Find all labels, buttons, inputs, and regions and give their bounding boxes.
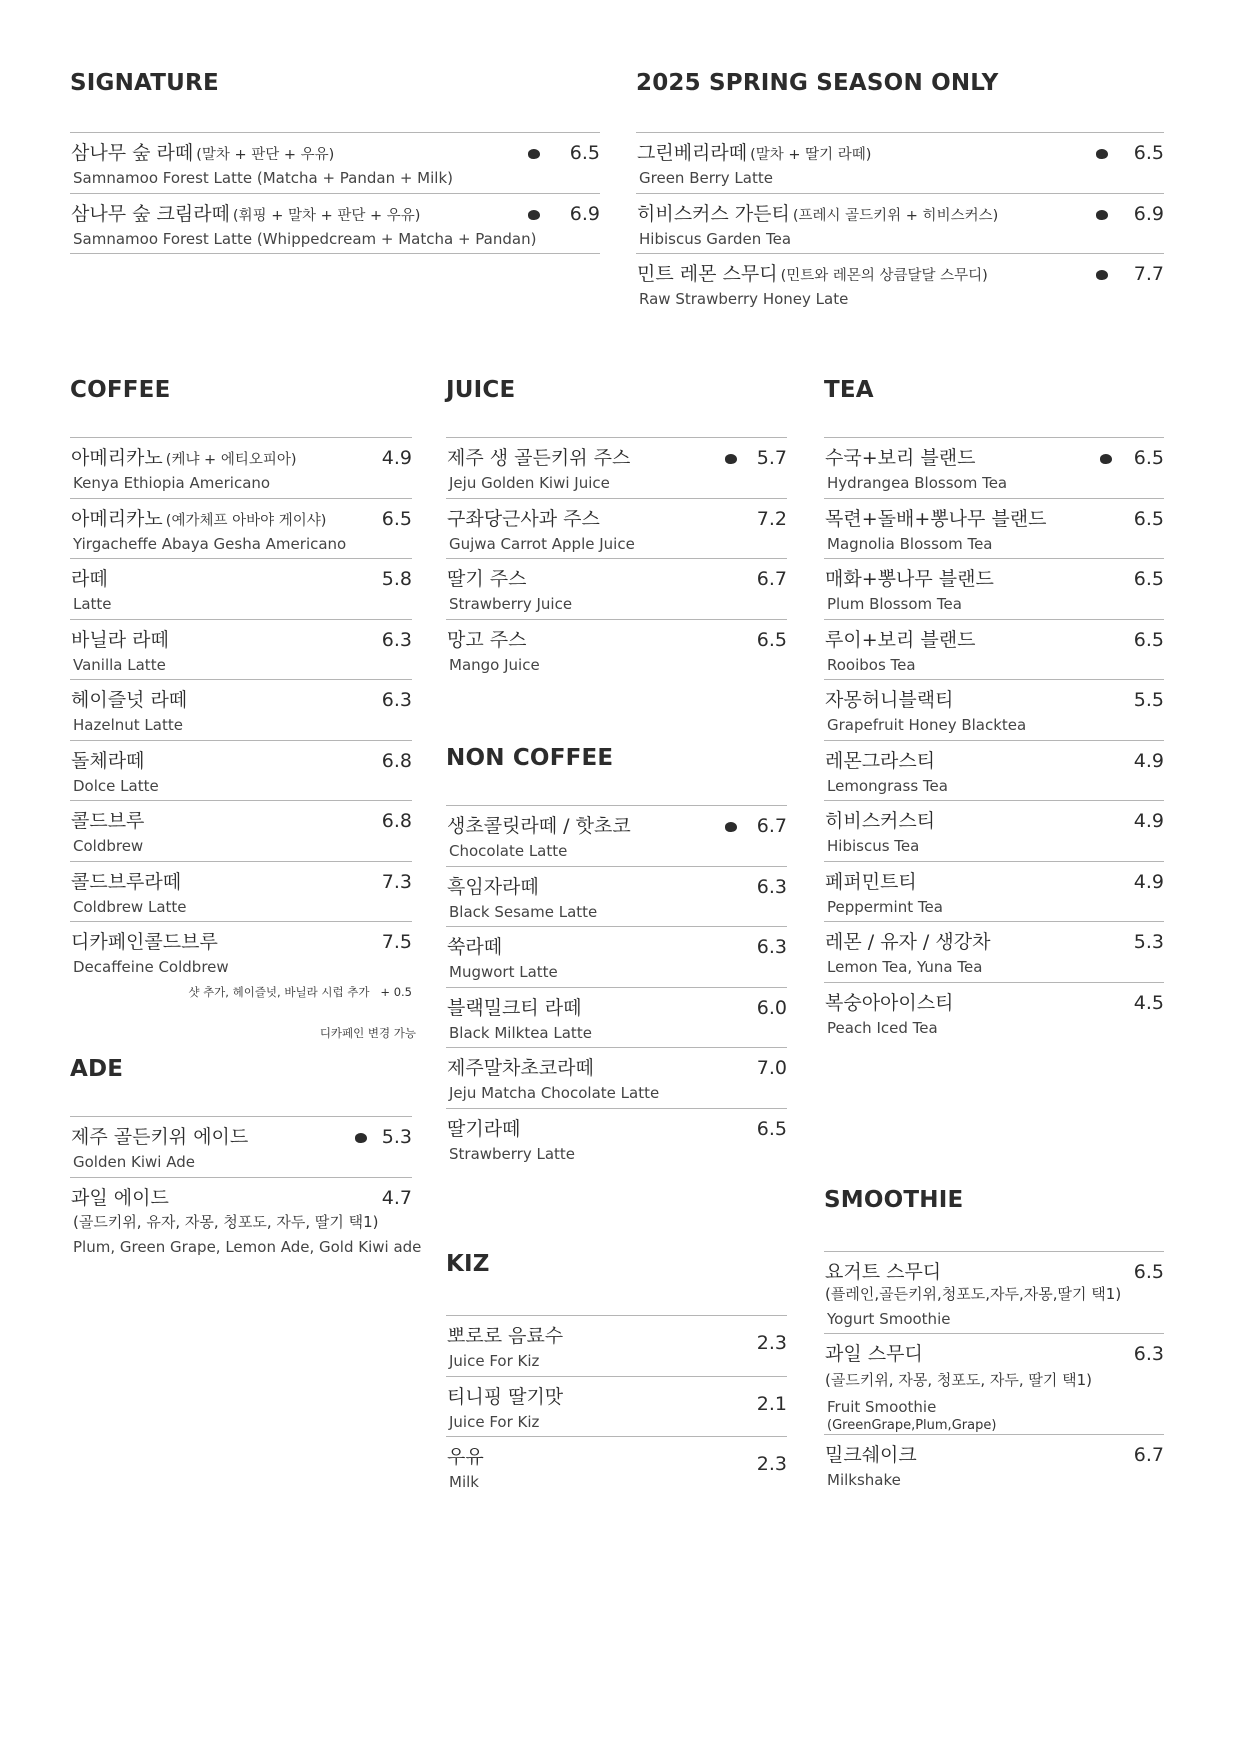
item-name-en: Hydrangea Blossom Tea: [827, 474, 1008, 492]
item-name-ko: 과일 에이드: [71, 1186, 169, 1209]
item-name-ko: 뽀로로 음료수: [447, 1325, 564, 1347]
ade-list: [70, 1116, 422, 1263]
signature-dot-icon: [528, 149, 540, 159]
item-price: 6.5: [1133, 568, 1164, 590]
menu-item: [446, 620, 787, 681]
item-name-ko: 레몬그라스티: [825, 749, 936, 772]
item-name-ko: 우유: [447, 1446, 484, 1468]
menu-item: [70, 922, 412, 1002]
signature-dot-icon: [1100, 454, 1112, 464]
signature-section: [70, 66, 600, 254]
section-title-coffee: COFFEE: [70, 377, 171, 403]
item-price: 2.1: [756, 1392, 787, 1415]
section-title-tea: TEA: [824, 377, 874, 403]
item-name-ko: 흑임자라떼: [447, 875, 539, 898]
item-name-ko: 블랙밀크티 라떼: [447, 996, 582, 1019]
noncoffee-list: [446, 805, 787, 1169]
item-name-ko: 루이+보리 블랜드: [825, 628, 976, 651]
item-name-ko: 쑥라떼: [447, 936, 503, 958]
menu-item: [70, 741, 412, 802]
item-price: 6.3: [756, 936, 787, 958]
item-name-en: Magnolia Blossom Tea: [827, 534, 993, 553]
item-name-ko: 매화+뽕나무 블랜드: [825, 568, 994, 590]
item-price: 7.2: [756, 507, 787, 530]
item-name-ko: 돌체라떼: [71, 749, 145, 772]
item-name-en: Mugwort Latte: [449, 963, 558, 981]
item-name-en: Dolce Latte: [73, 776, 159, 795]
item-name-ko: 목련+돌배+뽕나무 블랜드: [825, 507, 1047, 530]
coffee-list: [70, 437, 412, 1002]
item-name-ko: 페퍼민트티: [825, 870, 917, 893]
signature-dot-icon: [355, 1133, 367, 1143]
item-name-ko: 딸기 주스: [447, 568, 527, 590]
item-name-en-sub: (GreenGrape,Plum,Grape): [827, 1418, 997, 1433]
item-price: 6.9: [569, 202, 600, 225]
item-price: 4.9: [1133, 749, 1164, 772]
menu-item: [446, 499, 787, 560]
item-price: 6.3: [1133, 1343, 1164, 1365]
menu-item: [636, 133, 1164, 194]
item-options: (골드키위, 유자, 자몽, 청포도, 자두, 딸기 택1): [73, 1212, 379, 1231]
item-price: 6.5: [1133, 142, 1164, 164]
menu-item: [446, 867, 787, 928]
item-name-en: Samnamoo Forest Latte (Whippedcream + Matcha + Pandan): [73, 229, 537, 248]
kiz-list: [446, 1315, 787, 1498]
item-price: 6.5: [756, 628, 787, 651]
menu-item: [446, 438, 787, 499]
item-name-en: Peach Iced Tea: [827, 1018, 938, 1037]
item-price: 6.3: [381, 689, 412, 711]
item-name-en: Samnamoo Forest Latte (Matcha + Pandan + Milk): [73, 169, 453, 187]
item-price: 6.5: [569, 142, 600, 164]
item-name-en: Yogurt Smoothie: [827, 1310, 951, 1328]
menu-item: [824, 680, 1164, 741]
menu-item: [70, 862, 412, 923]
item-name-ko: 제주말차초코라떼: [447, 1057, 594, 1079]
menu-item: [636, 194, 1164, 255]
item-name-en: Latte: [73, 595, 112, 613]
menu-item: [824, 499, 1164, 560]
item-price: 2.3: [756, 1453, 787, 1475]
spring-section: [636, 66, 1164, 315]
item-name-ko: 바닐라 라떼: [71, 628, 169, 651]
item-price: 5.5: [1133, 689, 1164, 711]
item-name-en: Decaffeine Coldbrew: [73, 958, 229, 976]
item-name-ko: 아메리카노 (케냐 + 에티오피아): [71, 447, 297, 469]
tea-list: [824, 437, 1164, 1043]
item-name-ko: 생초콜릿라떼 / 핫초코: [447, 815, 631, 837]
item-price: 6.5: [381, 507, 412, 530]
signature-list: [70, 132, 600, 254]
item-name-en: Milkshake: [827, 1471, 901, 1489]
menu-item: [70, 801, 412, 862]
signature-dot-icon: [1096, 149, 1108, 159]
item-name-en: Mango Juice: [449, 655, 540, 674]
menu-item: [446, 806, 787, 867]
item-name-en: Hibiscus Tea: [827, 837, 920, 855]
item-name-en: Golden Kiwi Ade: [73, 1153, 195, 1171]
item-name-en: Lemon Tea, Yuna Tea: [827, 958, 983, 976]
menu-item: [824, 559, 1164, 620]
item-price: 5.3: [381, 1126, 412, 1148]
item-price: 6.5: [1133, 507, 1164, 530]
item-name-ko: 제주 생 골든키위 주스: [447, 447, 631, 469]
item-name-en: Chocolate Latte: [449, 842, 568, 860]
item-price: 4.5: [1133, 991, 1164, 1014]
item-name-en: Rooibos Tea: [827, 655, 916, 674]
item-name-en: Coldbrew Latte: [73, 897, 187, 916]
spring-list: [636, 132, 1164, 315]
menu-item: [824, 438, 1164, 499]
menu-item: [824, 922, 1164, 983]
signature-dot-icon: [725, 454, 737, 464]
item-price: 6.5: [1133, 447, 1164, 469]
item-name-ko: 콜드브루라떼: [71, 870, 182, 893]
menu-item: [446, 1437, 787, 1498]
item-price: 6.3: [381, 628, 412, 651]
menu-item: [446, 927, 787, 988]
coffee-section: [70, 373, 416, 1040]
item-name-ko: 콜드브루: [71, 810, 145, 832]
section-title-smoothie: SMOOTHIE: [824, 1187, 964, 1213]
signature-dot-icon: [528, 210, 540, 220]
menu-item: [824, 1334, 1164, 1435]
item-price: 6.7: [756, 815, 787, 837]
item-price: 6.7: [756, 568, 787, 590]
item-price: 4.9: [381, 447, 412, 469]
item-options: (골드키위, 자몽, 청포도, 자두, 딸기 택1): [825, 1371, 1093, 1389]
menu-item: [824, 620, 1164, 681]
item-price: 6.5: [1133, 1261, 1164, 1283]
item-price: 5.3: [1133, 931, 1164, 953]
juice-list: [446, 437, 787, 680]
item-name-en: Milk: [449, 1473, 479, 1491]
item-name-en: Plum, Green Grape, Lemon Ade, Gold Kiwi ade: [73, 1237, 422, 1256]
item-name-ko: 히비스커스티: [825, 810, 936, 832]
item-price: 7.5: [381, 931, 412, 953]
menu-item: [70, 438, 412, 499]
menu-item: [446, 988, 787, 1049]
menu-item: [70, 133, 600, 194]
menu-item: [446, 559, 787, 620]
coffee-option-note: 샷 추가, 헤이즐넛, 바닐라 시럽 추가 + 0.5: [188, 985, 412, 999]
section-title-kiz: KIZ: [446, 1251, 490, 1277]
item-name-ko: 요거트 스무디: [825, 1261, 942, 1283]
item-name-en: Black Milktea Latte: [449, 1023, 592, 1042]
menu-item: [446, 1109, 787, 1170]
item-name-en: Strawberry Latte: [449, 1144, 576, 1163]
item-name-en: Vanilla Latte: [73, 655, 166, 674]
item-price: 4.9: [1133, 870, 1164, 893]
menu-item: [824, 1435, 1164, 1496]
item-name-en: Strawberry Juice: [449, 595, 573, 613]
item-name-en: Kenya Ethiopia Americano: [73, 474, 271, 492]
item-name-en: Yirgacheffe Abaya Gesha Americano: [73, 534, 347, 553]
menu-item: [824, 862, 1164, 923]
item-price: 6.7: [1133, 1444, 1164, 1466]
item-price: 6.8: [381, 749, 412, 772]
item-name-en: Jeju Golden Kiwi Juice: [449, 474, 610, 492]
item-name-en: Hazelnut Latte: [73, 716, 183, 734]
menu-item: [446, 1377, 787, 1438]
menu-item: [446, 1316, 787, 1377]
item-name-en: Jeju Matcha Chocolate Latte: [449, 1084, 660, 1102]
item-name-en: Plum Blossom Tea: [827, 595, 962, 613]
item-price: 7.7: [1133, 263, 1164, 285]
item-name-ko: 수국+보리 블랜드: [825, 447, 976, 469]
section-title-noncoffee: NON COFFEE: [446, 745, 614, 771]
item-name-ko: 자몽허니블랙티: [825, 689, 954, 711]
item-name-en: Hibiscus Garden Tea: [639, 229, 792, 248]
item-name-ko: 삼나무 숲 라떼 (말차 + 판단 + 우유): [71, 142, 335, 164]
menu-item: [636, 254, 1164, 315]
item-name-en: Gujwa Carrot Apple Juice: [449, 534, 635, 553]
item-options: (플레인,골든키위,청포도,자두,자몽,딸기 택1): [825, 1285, 1122, 1303]
item-name-ko: 딸기라떼: [447, 1117, 521, 1140]
item-price: 6.5: [1133, 628, 1164, 651]
item-price: 7.3: [381, 870, 412, 893]
menu-item: [446, 1048, 787, 1109]
item-name-ko: 민트 레몬 스무디 (민트와 레몬의 상큼달달 스무디): [637, 263, 988, 285]
menu-item: [70, 680, 412, 741]
item-name-ko: 구좌당근사과 주스: [447, 507, 600, 530]
item-name-ko: 밀크쉐이크: [825, 1444, 917, 1466]
menu-item: [70, 1178, 422, 1263]
item-name-en: Black Sesame Latte: [449, 902, 598, 921]
noncoffee-section: [446, 741, 787, 1169]
item-name-ko: 헤이즐넛 라떼: [71, 689, 188, 711]
item-name-en: Juice For Kiz: [449, 1352, 540, 1370]
item-name-ko: 아메리카노 (예가체프 아바야 게이샤): [71, 507, 327, 530]
item-name-en: Coldbrew: [73, 837, 144, 855]
item-price: 7.0: [756, 1057, 787, 1079]
item-name-en: Juice For Kiz: [449, 1412, 540, 1431]
item-name-ko: 제주 골든키위 에이드: [71, 1126, 249, 1148]
item-price: 6.8: [381, 810, 412, 832]
menu-item: [70, 620, 412, 681]
menu-item: [824, 741, 1164, 802]
item-name-en: Fruit Smoothie: [827, 1398, 937, 1416]
item-name-en: Lemongrass Tea: [827, 776, 948, 795]
item-name-ko: 망고 주스: [447, 628, 527, 651]
item-name-ko: 복숭아아이스티: [825, 991, 954, 1014]
item-price: 6.9: [1133, 202, 1164, 225]
menu-item: [824, 1252, 1164, 1334]
decaf-note: 디카페인 변경 가능: [319, 1026, 416, 1040]
signature-dot-icon: [725, 822, 737, 832]
signature-dot-icon: [1096, 270, 1108, 280]
item-name-ko: 디카페인콜드브루: [71, 931, 218, 953]
section-title-spring: 2025 SPRING SEASON ONLY: [636, 70, 999, 96]
menu-item: [70, 194, 600, 255]
smoothie-list: [824, 1251, 1164, 1496]
section-title-signature: SIGNATURE: [70, 70, 219, 96]
item-price: 5.7: [756, 447, 787, 469]
menu-item: [70, 499, 412, 560]
item-name-en: Raw Strawberry Honey Late: [639, 290, 849, 308]
item-name-ko: 레몬 / 유자 / 생강차: [825, 931, 991, 953]
menu-item: [824, 983, 1164, 1044]
section-title-juice: JUICE: [446, 377, 516, 403]
item-name-ko: 히비스커스 가든티 (프레시 골드키위 + 히비스커스): [637, 202, 999, 225]
smoothie-section: [824, 1183, 1164, 1496]
ade-section: [70, 1052, 422, 1263]
item-price: 4.7: [381, 1186, 412, 1209]
item-name-ko: 삼나무 숲 크림라떼 (휘핑 + 말차 + 판단 + 우유): [71, 202, 421, 225]
juice-section: [446, 373, 787, 680]
item-price: 4.9: [1133, 810, 1164, 832]
section-title-ade: ADE: [70, 1056, 124, 1082]
item-price: 6.5: [756, 1117, 787, 1140]
signature-dot-icon: [1096, 210, 1108, 220]
item-name-ko: 티니핑 딸기맛: [447, 1385, 564, 1408]
item-name-ko: 그린베리라떼 (말차 + 딸기 라떼): [637, 142, 872, 164]
menu-item: [70, 559, 412, 620]
item-name-ko: 과일 스무디: [825, 1343, 923, 1365]
item-price: 6.0: [756, 996, 787, 1019]
item-price: 5.8: [381, 568, 412, 590]
menu-item: [824, 801, 1164, 862]
item-price: 6.3: [756, 875, 787, 898]
item-price: 2.3: [756, 1332, 787, 1354]
item-name-en: Peppermint Tea: [827, 897, 943, 916]
tea-section: [824, 373, 1164, 1043]
item-name-en: Green Berry Latte: [639, 169, 773, 187]
item-name-en: Grapefruit Honey Blacktea: [827, 716, 1027, 734]
item-name-ko: 라떼: [71, 568, 108, 590]
menu-item: [70, 1117, 412, 1178]
kiz-section: [446, 1247, 787, 1498]
